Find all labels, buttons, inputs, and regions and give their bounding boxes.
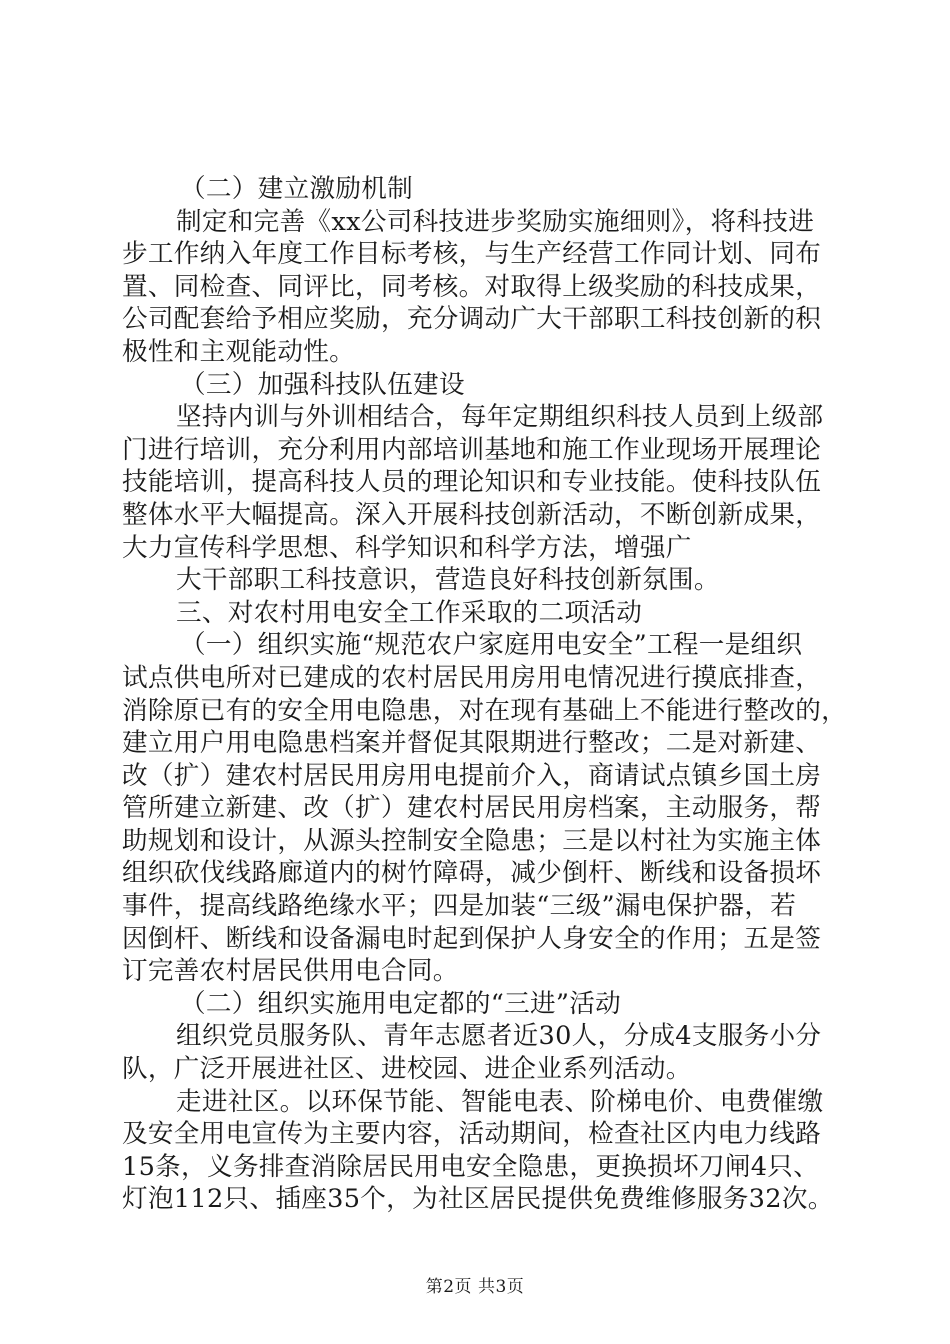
paragraph-line: 技能培训，提高科技人员的理论知识和专业技能。使科技队伍 — [122, 467, 822, 498]
paragraph-line: 坚持内训与外训相结合，每年定期组织科技人员到上级部 — [176, 402, 824, 433]
paragraph-line: 助规划和设计，从源头控制安全隐患；三是以村社为实施主体 — [122, 825, 822, 856]
section-heading: （二）建立激励机制 — [180, 174, 414, 204]
paragraph-line: 组织砍伐线路廊道内的树竹障碍，减少倒杆、断线和设备损坏 — [122, 858, 822, 889]
paragraph-line: 队，广泛开展进社区、进校园、进企业系列活动。 — [122, 1054, 692, 1085]
paragraph-line: 试点供电所对已建成的农村居民用房用电情况进行摸底排查， — [122, 662, 822, 693]
paragraph-line: 管所建立新建、改（扩）建农村居民用房档案，主动服务，帮 — [122, 793, 822, 824]
paragraph-line: 公司配套给予相应奖励，充分调动广大干部职工科技创新的积 — [122, 304, 822, 335]
paragraph-line: 订完善农村居民供用电合同。 — [122, 956, 459, 987]
document-body — [122, 173, 848, 1216]
paragraph-line: 因倒杆、断线和设备漏电时起到保护人身安全的作用；五是签 — [122, 923, 822, 954]
paragraph-line: 组织党员服务队、青年志愿者近30人，分成4支服务小分 — [176, 1021, 822, 1052]
paragraph-line: 置、同检查、同评比，同考核。对取得上级奖励的科技成果， — [122, 271, 822, 302]
section-heading: （一）组织实施“规范农户家庭用电安全”工程一是组织 — [180, 630, 803, 661]
paragraph-line: 大力宣传科学思想、科学知识和科学方法，增强广 — [122, 532, 692, 563]
paragraph-line: 步工作纳入年度工作目标考核，与生产经营工作同计划、同布 — [122, 239, 822, 270]
paragraph-line: 消除原已有的安全用电隐患，对在现有基础上不能进行整改的， — [122, 695, 848, 726]
paragraph-line: 建立用户用电隐患档案并督促其限期进行整改；二是对新建、 — [122, 728, 822, 759]
paragraph-line: 改（扩）建农村居民用房用电提前介入，商请试点镇乡国土房 — [122, 760, 822, 791]
paragraph-line: 整体水平大幅提高。深入开展科技创新活动，不断创新成果， — [122, 499, 822, 530]
paragraph-line: 门进行培训，充分利用内部培训基地和施工作业现场开展理论 — [122, 434, 822, 465]
paragraph-line: 制定和完善《xx公司科技进步奖励实施细则》，将科技进 — [176, 206, 815, 237]
page-number-footer: 第2页 共3页 — [425, 1277, 525, 1297]
section-heading: （三）加强科技队伍建设 — [180, 369, 465, 400]
paragraph-line: 15条，义务排查消除居民用电安全隐患，更换损坏刀闸4只、 — [122, 1151, 820, 1182]
paragraph-line: 走进社区。以环保节能、智能电表、阶梯电价、电费催缴 — [176, 1086, 824, 1117]
paragraph-line: 大干部职工科技意识，营造良好科技创新氛围。 — [176, 565, 720, 596]
paragraph-line: 事件，提高线路绝缘水平；四是加装“三级”漏电保护器，若 — [122, 891, 797, 922]
paragraph-line: 极性和主观能动性。 — [122, 336, 356, 367]
section-heading: （二）组织实施用电定都的“三进”活动 — [180, 988, 622, 1019]
paragraph-line: 灯泡112只、插座35个，为社区居民提供免费维修服务32次。 — [122, 1184, 834, 1215]
section-heading: 三、对农村用电安全工作采取的二项活动 — [176, 597, 643, 628]
paragraph-line: 及安全用电宣传为主要内容，活动期间，检查社区内电力线路 — [122, 1119, 822, 1150]
